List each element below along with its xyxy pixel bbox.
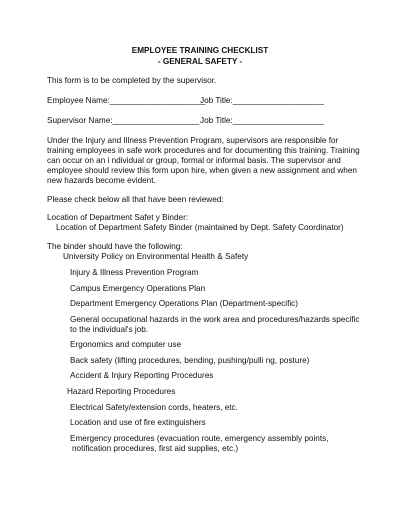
binder-location-detail: Location of Department Safety Binder (maintained by Dept. Safety Coordinator) (56, 223, 344, 232)
checklist-item: Location and use of fire extinguishers (70, 418, 206, 427)
checklist-item: Campus Emergency Operations Plan (70, 284, 206, 293)
checklist-item: Department Emergency Operations Plan (Department-specific) (70, 299, 298, 308)
paragraph-line: employee should review this form upon hire, when given a new assignment and when (47, 166, 357, 175)
checklist-item: Accident & Injury Reporting Procedures (70, 371, 214, 380)
binder-location-heading: Location of Department Safet y Binder: (47, 213, 189, 222)
checklist-item: General occupational hazards in the work area and procedures/hazards specific (70, 315, 360, 324)
employee-name-field[interactable]: Employee Name:_____________________ (47, 96, 206, 105)
supervisor-job-title-field[interactable]: Job Title:____________________ (200, 116, 324, 125)
paragraph-line: new hazards become evident. (47, 176, 156, 185)
check-instruction: Please check below all that have been reviewed: (47, 195, 224, 204)
document-title: EMPLOYEE TRAINING CHECKLIST (131, 46, 269, 55)
checklist-item-continuation: to the individual's job. (70, 325, 149, 334)
binder-contents-heading: The binder should have the following: (47, 242, 183, 251)
checklist-item: Hazard Reporting Procedures (67, 387, 176, 396)
supervisor-name-field[interactable]: Supervisor Name:___________________ (47, 116, 200, 125)
paragraph-line: can occur on an i ndividual or group, formal or informal basis. The supervisor and (47, 156, 341, 165)
paragraph-line: training employees in safe work procedures and for documenting this training. Training (47, 146, 360, 155)
checklist-item: Electrical Safety/extension cords, heaters, etc. (70, 403, 238, 412)
checklist-item: Emergency procedures (evacuation route, emergency assembly points, (70, 434, 329, 443)
checklist-item: Back safety (lifting procedures, bending, pushing/pulli ng, posture) (70, 356, 310, 365)
intro-text: This form is to be completed by the supervisor. (47, 76, 217, 85)
checklist-item-continuation: notification procedures, first aid supplies, etc.) (72, 444, 239, 453)
document-subtitle: - GENERAL SAFETY - (157, 57, 243, 66)
paragraph-line: Under the Injury and Illness Prevention Program, supervisors are responsible for (47, 136, 339, 145)
employee-job-title-field[interactable]: Job Title:____________________ (200, 96, 324, 105)
checklist-item: University Policy on Environmental Health & Safety (63, 252, 249, 261)
checklist-item: Ergonomics and computer use (70, 340, 182, 349)
checklist-item: Injury & Illness Prevention Program (70, 268, 199, 277)
